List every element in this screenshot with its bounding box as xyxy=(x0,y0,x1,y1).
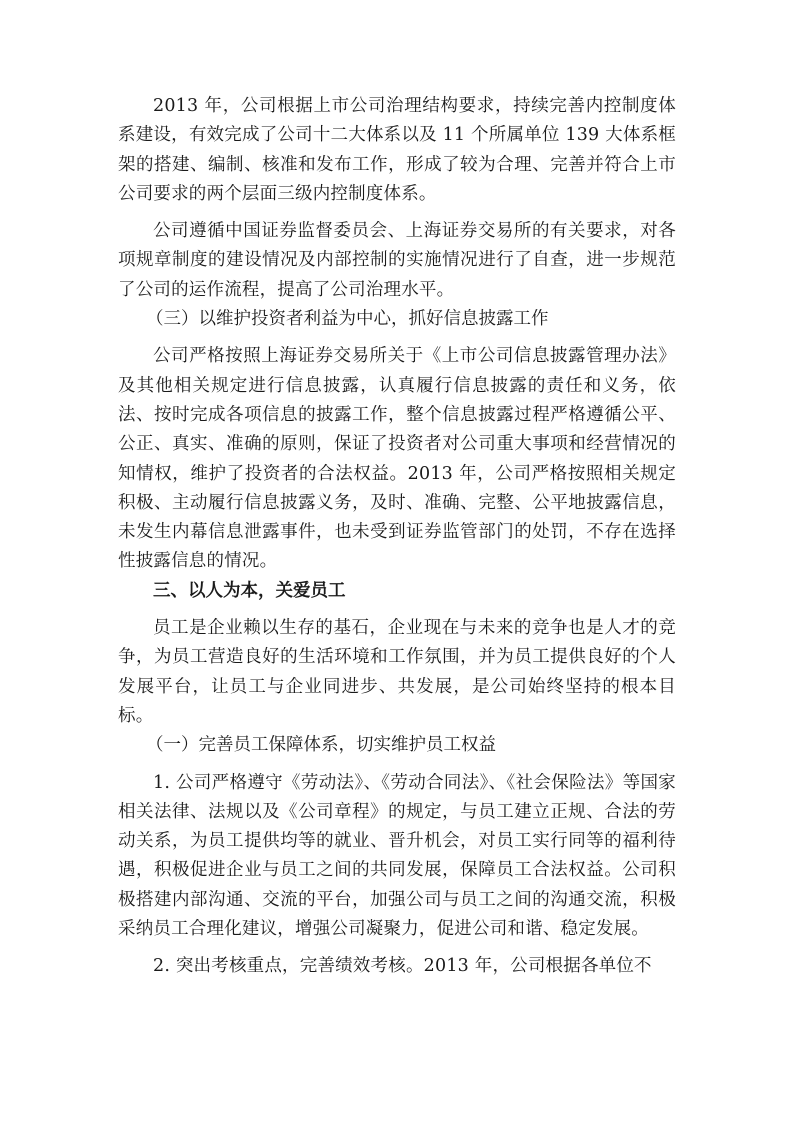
paragraph-performance-assessment: 2. 突出考核重点，完善绩效考核。2013 年，公司根据各单位不 xyxy=(153,956,652,977)
document-page xyxy=(118,92,676,982)
section-heading-employees: 三、以人为本，关爱员工 xyxy=(153,580,346,601)
paragraph-labor-law: 1. 公司严格遵守《劳动法》、《劳动合同法》、《社会保险法》等国家相关法律、法规以及《公司章程》的规定，与员工建立正规、合法的劳动关系，为员工提供均等的就业、晋升机会，对员工实行同等的福利待遇，积极促进企业与员工之间的共同发展，保障员工合法权益。公司积极搭建内部沟通、交流的平台，加强公司与员工之间的沟通交流，积极采纳员工合理化建议，增强公司凝聚力，促进公司和谐、稳定发展。 xyxy=(118,772,676,940)
paragraph-self-inspection: 公司遵循中国证券监督委员会、上海证券交易所的有关要求，对各项规章制度的建设情况及内部控制的实施情况进行了自查，进一步规范了公司的运作流程，提高了公司治理水平。 xyxy=(118,221,676,300)
paragraph-internal-control: 2013 年，公司根据上市公司治理结构要求，持续完善内控制度体系建设，有效完成了公司十二大体系以及 11 个所属单位 139 大体系框架的搭建、编制、核准和发布工作，形成了较为合理、完善并符合上市公司要求的两个层面三级内控制度体系。 xyxy=(118,96,676,204)
paragraph-employee-foundation: 员工是企业赖以生存的基石，企业现在与未来的竞争也是人才的竞争，为员工营造良好的生活环境和工作氛围，并为员工提供良好的个人发展平台，让员工与企业同进步、共发展，是公司始终坚持的根本目标。 xyxy=(118,618,676,726)
subheading-employee-protection: （一）完善员工保障体系，切实维护员工权益 xyxy=(146,735,496,756)
paragraph-information-disclosure: 公司严格按照上海证券交易所关于《上市公司信息披露管理办法》及其他相关规定进行信息披露，认真履行信息披露的责任和义务，依法、按时完成各项信息的披露工作，整个信息披露过程严格遵循公平、公正、真实、准确的原则，保证了投资者对公司重大事项和经营情况的知情权，维护了投资者的合法权益。2013 年，公司严格按照相关规定积极、主动履行信息披露义务，及时、准确、完整、公平地披露信息，未发生内幕信息泄露事件，也未受到证券监管部门的处罚，不存在选择性披露信息的情况。 xyxy=(118,346,676,572)
subheading-information-disclosure: （三）以维护投资者利益为中心，抓好信息披露工作 xyxy=(146,309,549,330)
